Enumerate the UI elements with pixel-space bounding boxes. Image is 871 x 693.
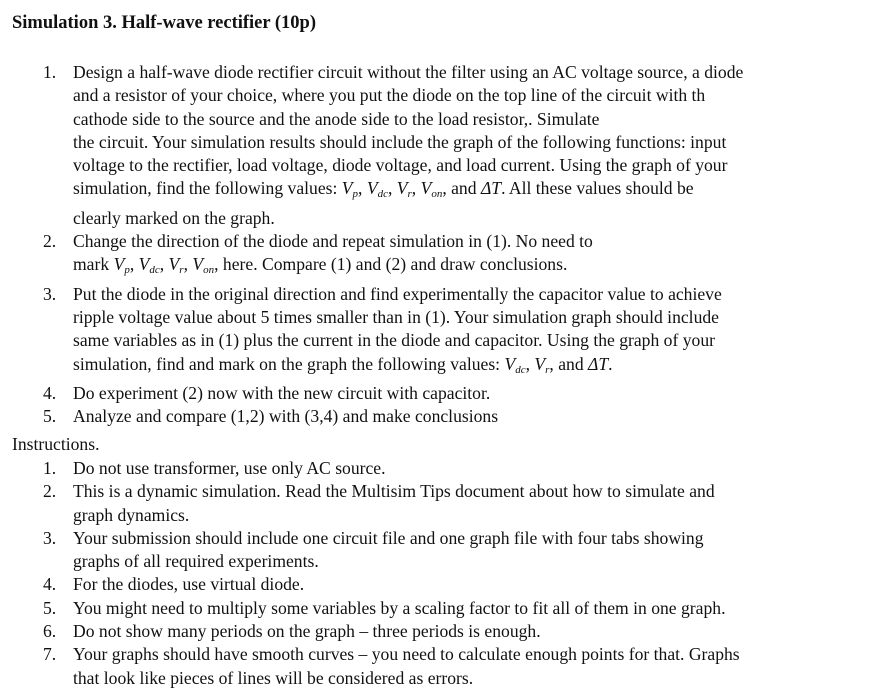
math-v-p: $V_p$ xyxy=(113,254,130,277)
instruction-text-line: that look like pieces of lines will be considered as errors. xyxy=(73,667,474,688)
task-text-line: Analyze and compare (1,2) with (3,4) and make conclusions xyxy=(73,406,499,427)
math-v-dc: $V_{dc}$ xyxy=(366,178,388,201)
list-number: 1. xyxy=(43,62,57,82)
task-item-2 xyxy=(0,230,860,283)
task-text-line: Change the direction of the diode and repeat simulation in (1). No need to xyxy=(73,231,593,252)
instruction-text-line: Do not show many periods on the graph – three periods is enough. xyxy=(73,621,541,642)
list-number: 3. xyxy=(43,527,57,548)
math-v-on: $V_{on}$ xyxy=(192,254,215,277)
math-v-r: $V_r$ xyxy=(396,178,412,201)
task-text-line: clearly marked on the graph. xyxy=(73,207,275,228)
task-item-4 xyxy=(0,382,860,405)
task-item-5 xyxy=(0,405,860,428)
instruction-text-line: graph dynamics. xyxy=(73,504,190,525)
task-item-1 xyxy=(0,61,860,230)
math-v-on: $V_{on}$ xyxy=(420,178,443,201)
math-v-r: $V_r$ xyxy=(168,254,184,277)
math-v-dc: $V_{dc}$ xyxy=(504,353,526,376)
list-number: 2. xyxy=(43,481,57,502)
task-item-3 xyxy=(0,283,860,382)
text-fragment: mark xyxy=(73,254,114,275)
instruction-text-line: You might need to multiply some variables by a scaling factor to fit all of them in one graph. xyxy=(73,597,726,618)
instructions-heading: Instructions. xyxy=(12,434,100,454)
instruction-item-2 xyxy=(0,480,860,527)
page-title: Simulation 3. Half-wave rectifier (10p) xyxy=(12,13,317,33)
math-delta-t: ΔT xyxy=(588,353,609,374)
instruction-item-1 xyxy=(0,457,860,480)
text-fragment: simulation, find the following values: xyxy=(73,178,342,199)
list-number: 2. xyxy=(43,231,57,252)
instruction-text-line: graphs of all required experiments. xyxy=(73,551,319,572)
math-v-p: $V_p$ xyxy=(341,178,359,201)
list-number: 5. xyxy=(43,406,57,427)
task-text-line: Design a half-wave diode rectifier circuit without the filter using an AC voltage source, a diode xyxy=(73,62,744,82)
task-math-line: mark $V_p$, $V_{dc}$, $V_r$, $V_{on}$, here. Compare (1) and (2) and draw conclusions. xyxy=(73,254,568,277)
list-number: 7. xyxy=(43,644,57,665)
task-list xyxy=(0,61,860,428)
task-text-line: cathode side to the source and the anode side to the load resistor,. Simulate xyxy=(73,108,600,129)
list-number: 5. xyxy=(43,597,57,618)
text-fragment: . xyxy=(608,353,613,374)
instruction-item-3 xyxy=(0,527,860,574)
task-text-line: ripple voltage value about 5 times smaller than in (1). Your simulation graph should include xyxy=(73,306,719,327)
task-text-line: Put the diode in the original direction and find experimentally the capacitor value to achieve xyxy=(73,283,722,304)
task-text-line: the circuit. Your simulation results should include the graph of the following functions: input xyxy=(73,131,727,152)
list-number: 1. xyxy=(43,458,57,478)
text-fragment: . All these values should be xyxy=(501,178,694,199)
instruction-text-line: Your graphs should have smooth curves – you need to calculate enough points for that. Graphs xyxy=(73,644,740,665)
task-text-line: voltage to the rectifier, load voltage, diode voltage, and load current. Using the graph of your xyxy=(73,155,728,176)
instructions-list xyxy=(0,457,860,690)
task-text-line: and a resistor of your choice, where you put the diode on the top line of the circuit with th xyxy=(73,85,706,106)
text-fragment: simulation, find and mark on the graph the following values: xyxy=(73,353,505,374)
instruction-text-line: Do not use transformer, use only AC source. xyxy=(73,458,386,478)
instruction-item-7 xyxy=(0,643,860,690)
task-text-line: Do experiment (2) now with the new circuit with capacitor. xyxy=(73,382,491,403)
task-math-line: simulation, find the following values: $V_p$, $V_{dc}$, $V_r$, $V_{on}$, and ΔT. All these values should be xyxy=(73,178,694,201)
instruction-text-line: Your submission should include one circuit file and one graph file with four tabs showing xyxy=(73,527,704,548)
list-number: 4. xyxy=(43,382,57,403)
instruction-text-line: This is a dynamic simulation. Read the Multisim Tips document about how to simulate and xyxy=(73,481,715,502)
list-number: 4. xyxy=(43,574,57,595)
task-text-line: same variables as in (1) plus the current in the diode and capacitor. Using the graph of your xyxy=(73,330,715,351)
instruction-item-5 xyxy=(0,597,860,620)
instruction-item-6 xyxy=(0,620,860,643)
list-number: 6. xyxy=(43,621,57,642)
task-math-line: simulation, find and mark on the graph the following values: $V_{dc}$, $V_r$, and ΔT. xyxy=(73,353,613,376)
text-fragment: , here. Compare (1) and (2) and draw conclusions. xyxy=(214,254,568,275)
math-delta-t: ΔT xyxy=(480,178,502,199)
list-number: 3. xyxy=(43,283,57,304)
math-v-r: $V_r$ xyxy=(534,353,550,376)
instruction-text-line: For the diodes, use virtual diode. xyxy=(73,574,305,595)
math-v-dc: $V_{dc}$ xyxy=(138,254,160,277)
instruction-item-4 xyxy=(0,573,860,596)
